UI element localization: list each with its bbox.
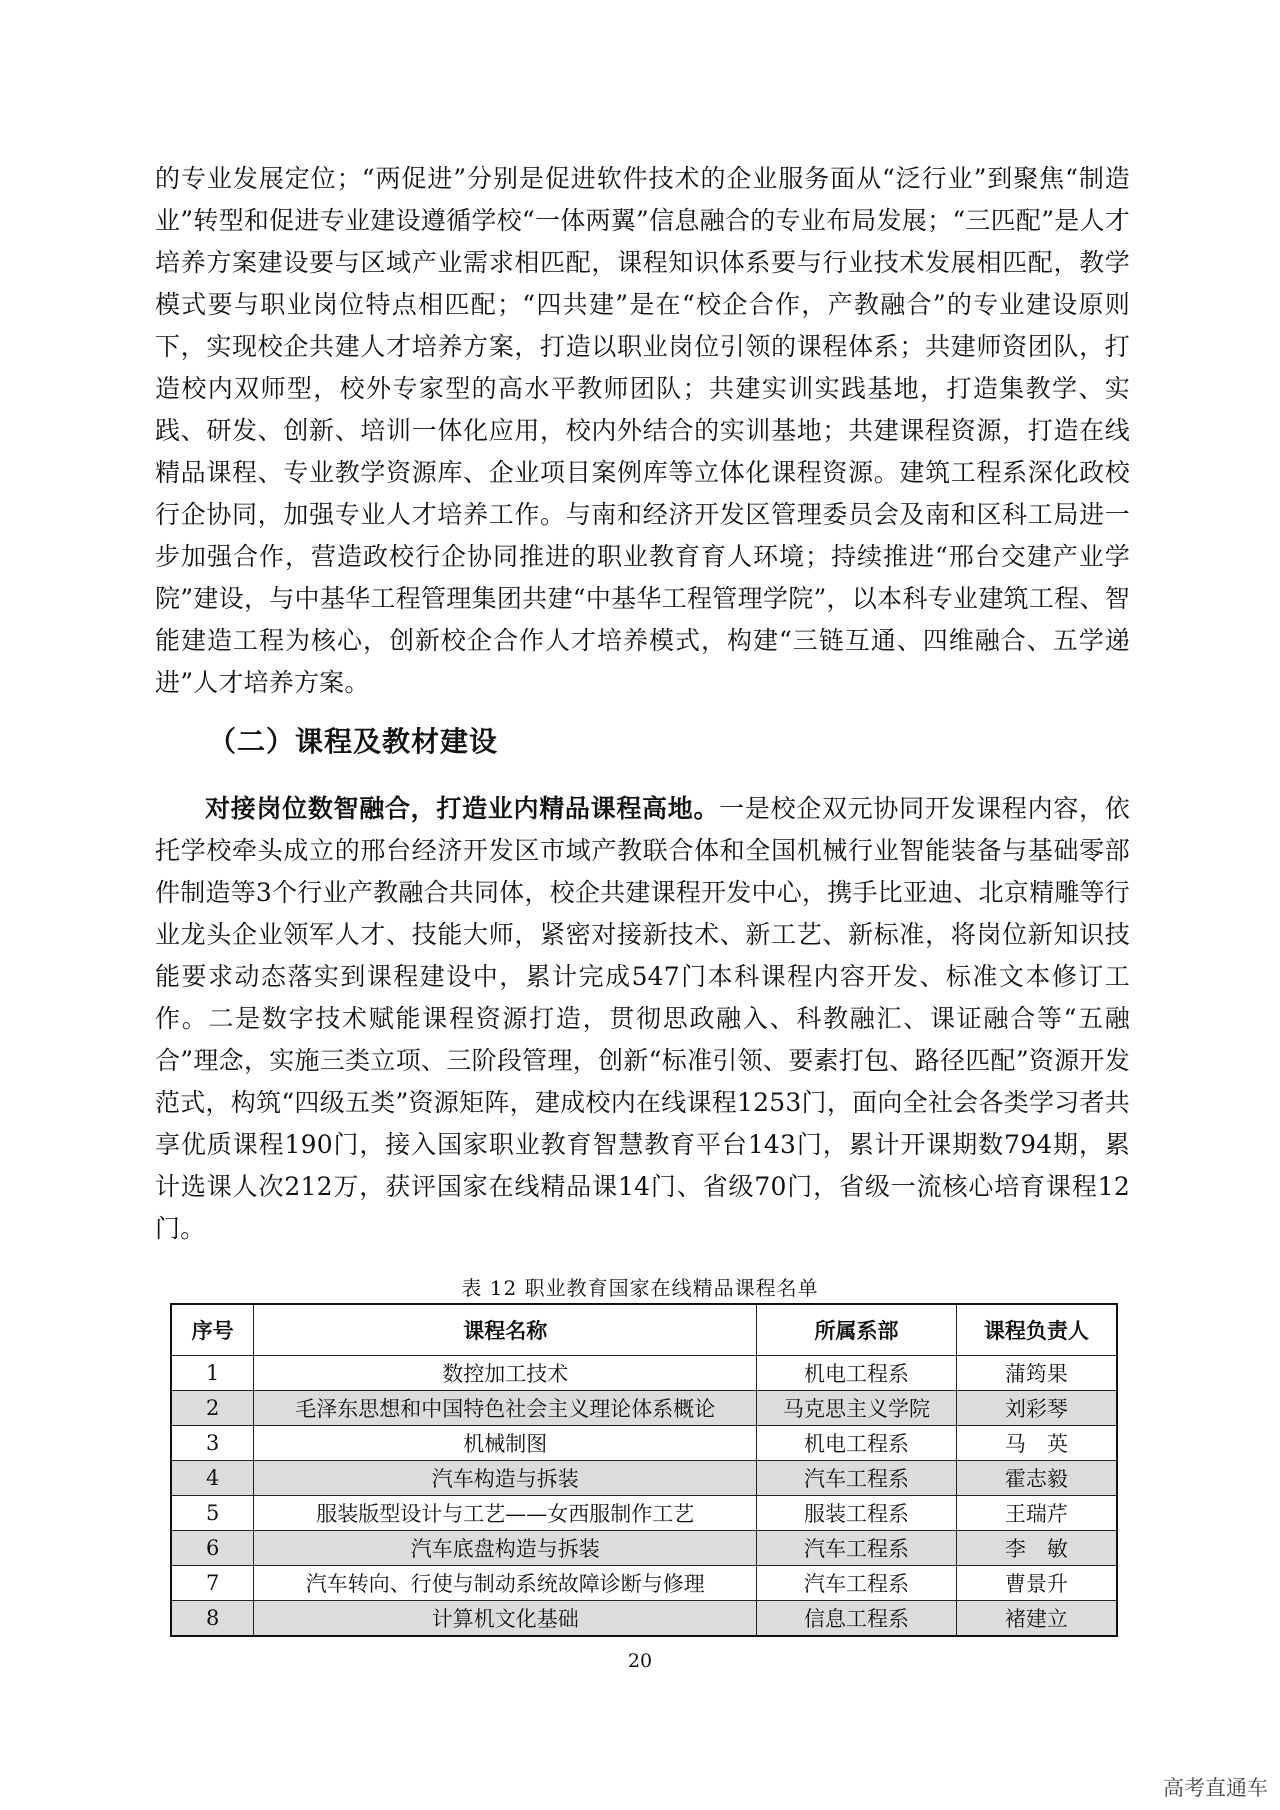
row-lead-teacher: 霍志毅 [956, 1461, 1117, 1496]
row-index: 2 [171, 1391, 254, 1426]
watermark-text: 高考直通车 [1163, 1776, 1268, 1800]
row-department: 机电工程系 [757, 1426, 957, 1461]
row-index: 8 [171, 1601, 254, 1637]
row-course-name: 机械制图 [254, 1426, 757, 1461]
row-department: 马克思主义学院 [757, 1391, 957, 1426]
row-course-name: 汽车底盘构造与拆装 [254, 1531, 757, 1566]
table-row [171, 1461, 1117, 1496]
course-table [170, 1303, 1118, 1637]
paragraph-lead: 对接岗位数智融合，打造业内精品课程高地。 [205, 794, 720, 823]
row-lead-teacher: 蒲筠果 [956, 1356, 1117, 1391]
row-course-name: 汽车转向、行使与制动系统故障诊断与修理 [254, 1566, 757, 1601]
row-index: 6 [171, 1531, 254, 1566]
row-index: 5 [171, 1496, 254, 1531]
table-caption: 表 12 职业教育国家在线精品课程名单 [461, 1276, 819, 1300]
row-course-name: 服装版型设计与工艺——女西服制作工艺 [254, 1496, 757, 1531]
header-lead-teacher: 课程负责人 [956, 1304, 1117, 1356]
table-header-row [171, 1304, 1117, 1356]
table-row [171, 1426, 1117, 1461]
row-course-name: 数控加工技术 [254, 1356, 757, 1391]
row-lead-teacher: 李 敏 [956, 1531, 1117, 1566]
table-row [171, 1391, 1117, 1426]
table-row [171, 1601, 1117, 1637]
body-paragraph-1: 的专业发展定位；“两促进”分别是促进软件技术的企业服务面从“泛行业”到聚焦“制造业”转型和促进专业建设遵循学校“一体两翼”信息融合的专业布局发展；“三匹配”是人才培养方案建设要与区域产业需求相匹配，课程知识体系要与行业技术发展相匹配，教学模式要与职业岗位特点相匹配；“四共建”是在“校企合作，产教融合”的专业建设原则下，实现校企共建人才培养方案，打造以职业岗位引领的课程体系；共建师资团队，打造校内双师型，校外专家型的高水平教师团队；共建实训实践基地，打造集教学、实践、研发、创新、培训一体化应用，校内外结合的实训基地；共建课程资源，打造在线精品课程、专业教学资源库、企业项目案例库等立体化课程资源。建筑工程系深化政校行企协同，加强专业人才培养工作。与南和经济开发区管理委员会及南和区科工局进一步加强合作，营造政校行企协同推进的职业教育育人环境；持续推进“邢台交建产业学院”建设，与中基华工程管理集团共建“中基华工程管理学院”，以本科专业建筑工程、智能建造工程为核心，创新校企合作人才培养模式，构建“三链互通、四维融合、五学递进”人才培养方案。 [155, 164, 1130, 697]
row-lead-teacher: 马 英 [956, 1426, 1117, 1461]
paragraph-body: 一是校企双元协同开发课程内容，依托学校牵头成立的邢台经济开发区市域产教联合体和全国机械行业智能装备与基础零部件制造等3个行业产教融合共同体，校企共建课程开发中心，携手比亚迪、北京精雕等行业龙头企业领军人才、技能大师，紧密对接新技术、新工艺、新标准，将岗位新知识技能要求动态落实到课程建设中，累计完成547门本科课程内容开发、标准文本修订工作。二是数字技术赋能课程资源打造，贯彻思政融入、科教融汇、课证融合等“五融合”理念，实施三类立项、三阶段管理，创新“标准引领、要素打包、路径匹配”资源开发范式，构筑“四级五类”资源矩阵，建成校内在线课程1253门，面向全社会各类学习者共享优质课程190门，接入国家职业教育智慧教育平台143门，累计开课期数794期，累计选课人次212万，获评国家在线精品课14门、省级70门，省级一流核心培育课程12门。 [155, 794, 1130, 1243]
table-row [171, 1356, 1117, 1391]
row-department: 汽车工程系 [757, 1566, 957, 1601]
header-index: 序号 [171, 1304, 254, 1356]
section-heading: （二）课程及教材建设 [208, 725, 499, 758]
body-paragraph-2 [155, 788, 1130, 1250]
row-course-name: 汽车构造与拆装 [254, 1461, 757, 1496]
row-department: 机电工程系 [757, 1356, 957, 1391]
row-department: 服装工程系 [757, 1496, 957, 1531]
row-index: 3 [171, 1426, 254, 1461]
table-row [171, 1496, 1117, 1531]
table-row [171, 1566, 1117, 1601]
row-lead-teacher: 曹景升 [956, 1566, 1117, 1601]
row-lead-teacher: 王瑞芹 [956, 1496, 1117, 1531]
row-index: 1 [171, 1356, 254, 1391]
header-course-name: 课程名称 [254, 1304, 757, 1356]
row-department: 汽车工程系 [757, 1461, 957, 1496]
row-index: 7 [171, 1566, 254, 1601]
row-course-name: 毛泽东思想和中国特色社会主义理论体系概论 [254, 1391, 757, 1426]
row-department: 信息工程系 [757, 1601, 957, 1637]
header-department: 所属系部 [757, 1304, 957, 1356]
row-course-name: 计算机文化基础 [254, 1601, 757, 1637]
row-lead-teacher: 褚建立 [956, 1601, 1117, 1637]
row-lead-teacher: 刘彩琴 [956, 1391, 1117, 1426]
page-number: 20 [627, 1650, 653, 1672]
table-row [171, 1531, 1117, 1566]
row-index: 4 [171, 1461, 254, 1496]
row-department: 汽车工程系 [757, 1531, 957, 1566]
